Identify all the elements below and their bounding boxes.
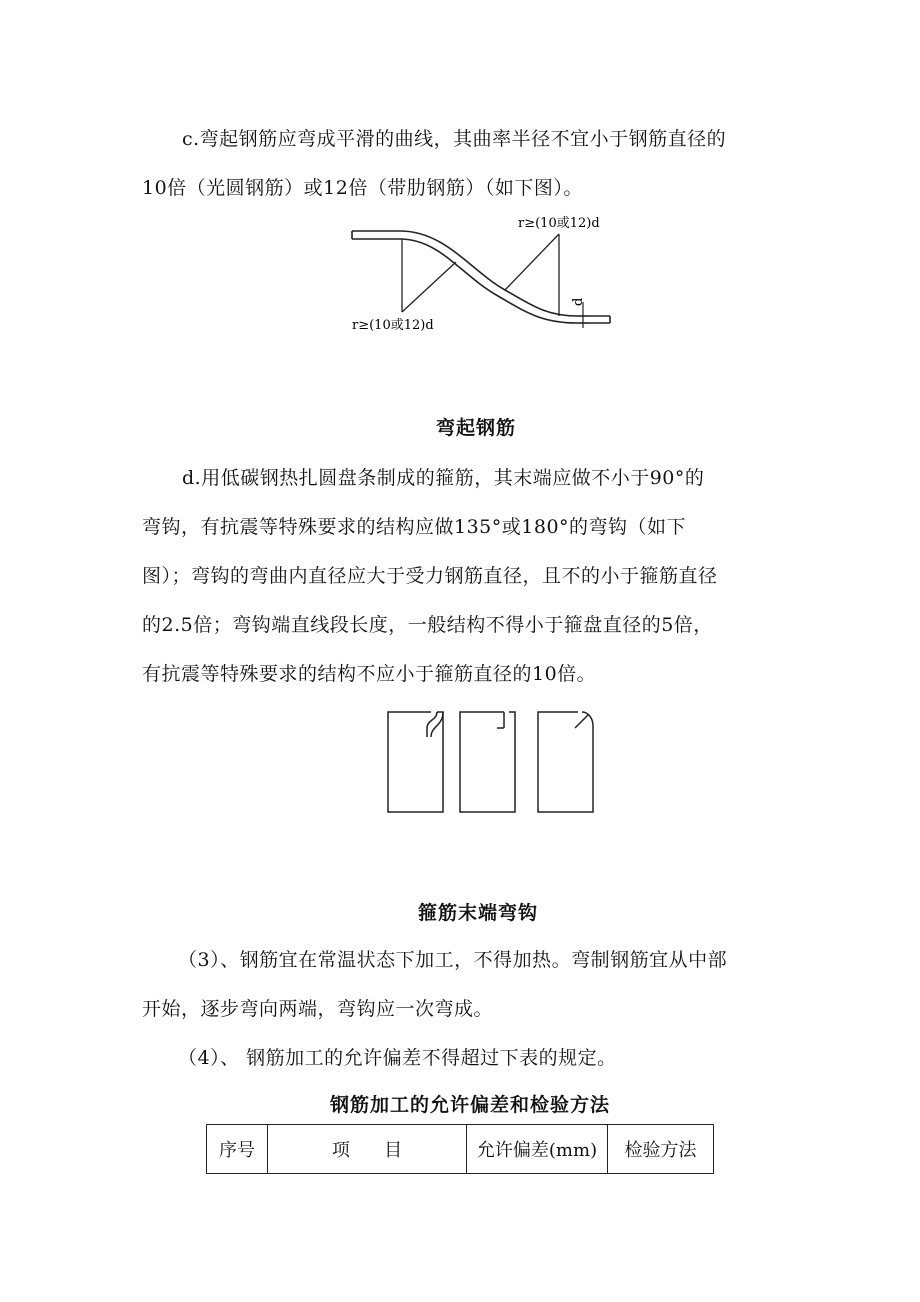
- paragraph-3-line-2: 开始，逐步弯向两端，弯钩应一次弯成。: [142, 998, 494, 1020]
- table-header-cell: 项 目: [268, 1125, 467, 1174]
- right-radius-diagonal: [505, 234, 559, 290]
- stirrup-hook-180: [388, 712, 443, 812]
- label-radius-bottom: r≥(10或12)d: [352, 318, 434, 333]
- table-header-cell: 允许偏差(mm): [467, 1125, 608, 1174]
- table-header-row: [207, 1125, 714, 1174]
- figure-caption-bent-bar: 弯起钢筋: [436, 417, 517, 439]
- table-title: 钢筋加工的允许偏差和检验方法: [330, 1094, 611, 1116]
- paragraph-d-line-2: 弯钩，有抗震等特殊要求的结构应做135°或180°的弯钩（如下: [142, 516, 687, 538]
- left-radius-diagonal: [402, 262, 456, 312]
- paragraph-d-line-4: 的2.5倍；弯钩端直线段长度，一般结构不得小于箍盘直径的5倍，: [142, 614, 713, 636]
- stirrup-hook-135: [538, 712, 593, 812]
- bent-bar-lower-edge: [352, 239, 610, 323]
- paragraph-c-line-2: 10倍（光圆钢筋）或12倍（带肋钢筋）（如下图）。: [142, 177, 583, 199]
- paragraph-d-line-5: 有抗震等特殊要求的结构不应小于箍筋直径的10倍。: [142, 663, 597, 685]
- label-radius-top: r≥(10或12)d: [518, 216, 600, 231]
- tolerance-table: [206, 1124, 714, 1174]
- paragraph-d-line-1: d.用低碳钢热扎圆盘条制成的箍筋，其末端应做不小于90°的: [182, 467, 705, 489]
- paragraph-3-line-1: （3）、钢筋宜在常温状态下加工，不得加热。弯制钢筋宜从中部: [178, 949, 728, 971]
- stirrup-hook-90: [460, 712, 515, 812]
- paragraph-d-line-3: 图）；弯钩的弯曲内直径应大于受力钢筋直径，且不的小于箍筋直径: [142, 565, 718, 587]
- table-header-cell: 序号: [207, 1125, 268, 1174]
- table-header-cell: 检验方法: [608, 1125, 714, 1174]
- label-d: d: [571, 297, 586, 306]
- figure-caption-stirrup-hooks: 箍筋末端弯钩: [418, 902, 539, 924]
- paragraph-4-line-1: （4）、 钢筋加工的允许偏差不得超过下表的规定。: [178, 1047, 617, 1069]
- paragraph-c-line-1: c.弯起钢筋应弯成平滑的曲线，其曲率半径不宜小于钢筋直径的: [182, 128, 727, 150]
